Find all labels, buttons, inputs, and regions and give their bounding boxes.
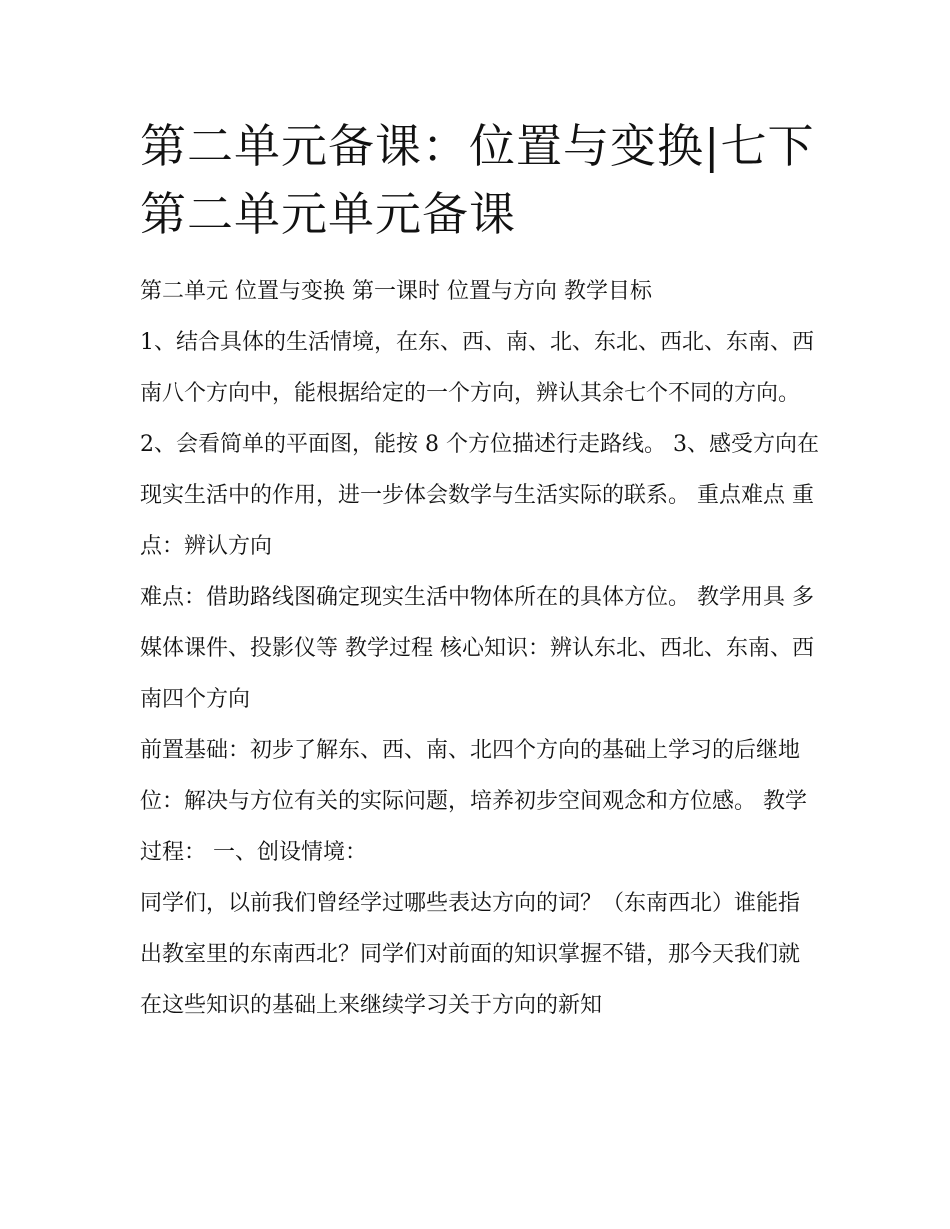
paragraph-difficulty: 难点：借助路线图确定现实生活中物体所在的具体方位。 教学用具 多媒体课件、投影仪等 教学过程 核心知识：辨认东北、西北、东南、西南四个方向 [140, 585, 814, 712]
document-page [140, 112, 820, 1031]
paragraph-unit-heading: 第二单元 位置与变换 第一课时 位置与方向 教学目标 [140, 279, 652, 304]
paragraph-prerequisites: 前置基础：初步了解东、西、南、北四个方向的基础上学习的后继地位：解决与方位有关的实际问题，培养初步空间观念和方位感。 教学过程： 一、创设情境： [140, 738, 807, 865]
paragraph-objective-2-3: 2、会看简单的平面图，能按 8 个方位描述行走路线。 3、感受方向在现实生活中的作用，进一步体会数学与生活实际的联系。 重点难点 重点：辨认方向 [140, 432, 819, 559]
paragraph-introduction: 同学们，以前我们曾经学过哪些表达方向的词？（东南西北）谁能指出教室里的东南西北？同学们对前面的知识掌握不错，那今天我们就在这些知识的基础上来继续学习关于方向的新知 [140, 891, 801, 1018]
document-body [140, 266, 820, 1031]
paragraph-objective-1: 1、结合具体的生活情境，在东、西、南、北、东北、西北、东南、西南八个方向中，能根据给定的一个方向，辨认其余七个不同的方向。 [140, 330, 814, 406]
document-title: 第二单元备课：位置与变换|七下第二单元单元备课 [140, 119, 815, 241]
